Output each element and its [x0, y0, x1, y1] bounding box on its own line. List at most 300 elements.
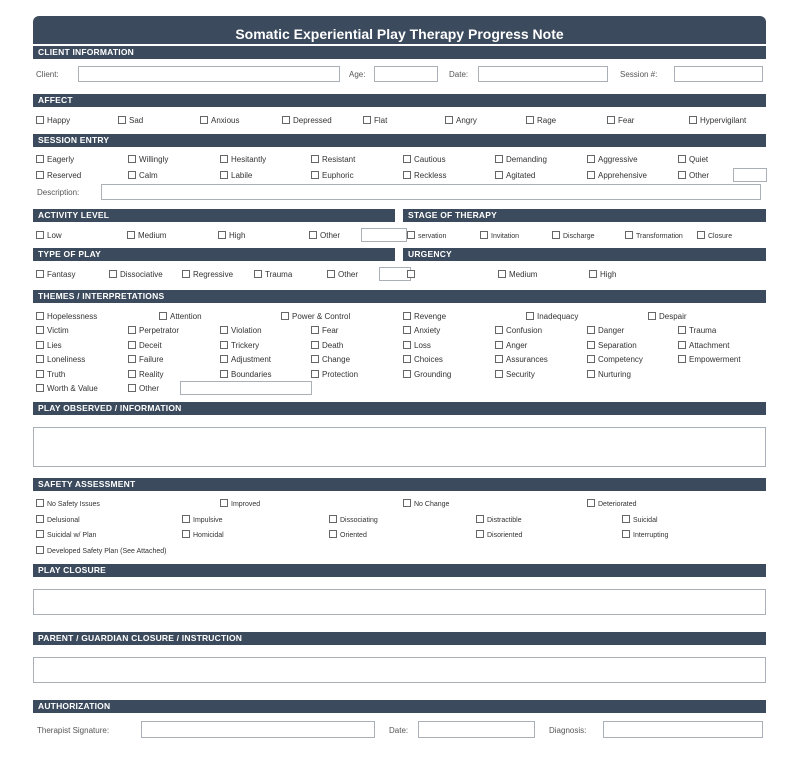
- checkbox-box[interactable]: [589, 270, 597, 278]
- checkbox-homicidal[interactable]: [182, 530, 224, 541]
- checkbox-box[interactable]: [622, 530, 630, 538]
- checkbox-empowerment[interactable]: [678, 355, 741, 365]
- checkbox-servation[interactable]: [407, 231, 446, 242]
- checkbox-aggressive[interactable]: [587, 155, 638, 165]
- checkbox-flat[interactable]: [363, 116, 387, 126]
- checkbox-grounding[interactable]: [403, 370, 451, 380]
- checkbox-lies[interactable]: [36, 341, 62, 351]
- checkbox-blank[interactable]: [407, 270, 418, 280]
- checkbox-label: Deteriorated: [598, 501, 637, 508]
- checkbox-anxious[interactable]: [200, 116, 239, 126]
- checkbox-label: Perpetrator: [139, 326, 180, 335]
- checkbox-label: Medium: [138, 231, 167, 240]
- checkbox-eagerly[interactable]: [36, 155, 74, 165]
- checkbox-box[interactable]: [327, 270, 335, 278]
- checkbox-box[interactable]: [36, 499, 44, 507]
- checkbox-box[interactable]: [526, 312, 534, 320]
- date-field[interactable]: [478, 66, 608, 82]
- checkbox-low[interactable]: [36, 231, 62, 241]
- checkbox-box[interactable]: [587, 341, 595, 349]
- client-field[interactable]: [78, 66, 340, 82]
- checkbox-box[interactable]: [495, 326, 503, 334]
- checkbox-closure[interactable]: [697, 231, 732, 242]
- checkbox-choices[interactable]: [403, 355, 443, 365]
- checkbox-box[interactable]: [329, 530, 337, 538]
- therapist-signature-field[interactable]: [141, 721, 375, 738]
- checkbox-box[interactable]: [607, 116, 615, 124]
- checkbox-box[interactable]: [587, 171, 595, 179]
- checkbox-label: Victim: [47, 326, 69, 335]
- checkbox-nurturing[interactable]: [587, 370, 631, 380]
- checkbox-box[interactable]: [498, 270, 506, 278]
- checkbox-deceit[interactable]: [128, 341, 162, 351]
- checkbox-revenge[interactable]: [403, 312, 446, 322]
- checkbox-label: Security: [506, 370, 535, 379]
- authorization-date-label: Date:: [389, 726, 409, 735]
- checkbox-distractible[interactable]: [476, 515, 522, 526]
- checkbox-hypervigilant[interactable]: [689, 116, 746, 126]
- checkbox-regressive[interactable]: [182, 270, 233, 280]
- checkbox-label: Death: [322, 341, 344, 350]
- checkbox-calm[interactable]: [128, 171, 158, 181]
- checkbox-box[interactable]: [36, 341, 44, 349]
- checkbox-label: Distractible: [487, 517, 522, 524]
- checkbox-willingly[interactable]: [128, 155, 168, 165]
- client-information-header: CLIENT INFORMATION: [33, 46, 766, 59]
- checkbox-high[interactable]: [218, 231, 245, 241]
- checkbox-oriented[interactable]: [329, 530, 367, 541]
- checkbox-label: Attention: [170, 312, 202, 321]
- checkbox-discharge[interactable]: [552, 231, 595, 242]
- checkbox-suicidal-w-plan[interactable]: [36, 530, 96, 541]
- date-label: Date:: [449, 70, 469, 79]
- checkbox-label: Homicidal: [193, 532, 224, 539]
- checkbox-box[interactable]: [678, 355, 686, 363]
- themes-header: THEMES / INTERPRETATIONS: [33, 290, 766, 303]
- checkbox-despair[interactable]: [648, 312, 687, 322]
- checkbox-box[interactable]: [36, 312, 44, 320]
- checkbox-loneliness[interactable]: [36, 355, 85, 365]
- checkbox-change[interactable]: [311, 355, 350, 365]
- checkbox-label: Hopelessness: [47, 312, 98, 321]
- checkbox-box[interactable]: [36, 155, 44, 163]
- checkbox-box[interactable]: [220, 499, 228, 507]
- checkbox-box[interactable]: [329, 515, 337, 523]
- checkbox-label: Grounding: [414, 370, 452, 379]
- checkbox-box[interactable]: [220, 355, 228, 363]
- checkbox-competency[interactable]: [587, 355, 643, 365]
- checkbox-label: Sad: [129, 116, 144, 125]
- checkbox-label: Invitation: [491, 233, 520, 240]
- checkbox-box[interactable]: [403, 370, 411, 378]
- checkbox-label: Reality: [139, 370, 164, 379]
- checkbox-label: Assurances: [506, 355, 548, 364]
- checkbox-security[interactable]: [495, 370, 535, 380]
- checkbox-label: Reserved: [47, 171, 82, 180]
- checkbox-box[interactable]: [159, 312, 167, 320]
- checkbox-label: Anger: [506, 341, 528, 350]
- checkbox-box[interactable]: [476, 515, 484, 523]
- checkbox-box[interactable]: [407, 231, 415, 239]
- checkbox-assurances[interactable]: [495, 355, 548, 365]
- checkbox-protection[interactable]: [311, 370, 358, 380]
- checkbox-box[interactable]: [36, 326, 44, 334]
- checkbox-developed-safety-plan-see-attached[interactable]: [36, 546, 166, 557]
- session-entry-header: SESSION ENTRY: [33, 134, 766, 147]
- checkbox-depressed[interactable]: [282, 116, 332, 126]
- checkbox-label: Eagerly: [47, 155, 75, 164]
- checkbox-box[interactable]: [36, 515, 44, 523]
- checkbox-truth[interactable]: [36, 370, 65, 380]
- checkbox-labile[interactable]: [220, 171, 252, 181]
- checkbox-label: Resistant: [322, 155, 356, 164]
- checkbox-label: Medium: [509, 270, 538, 279]
- checkbox-no-change[interactable]: [403, 499, 449, 510]
- checkbox-box[interactable]: [311, 326, 319, 334]
- checkbox-medium[interactable]: [127, 231, 166, 241]
- checkbox-impulsive[interactable]: [182, 515, 223, 526]
- checkbox-label: Confusion: [506, 326, 543, 335]
- checkbox-resistant[interactable]: [311, 155, 355, 165]
- checkbox-box[interactable]: [311, 370, 319, 378]
- checkbox-label: Fear: [618, 116, 635, 125]
- checkbox-box[interactable]: [403, 341, 411, 349]
- checkbox-label: Suicidal: [633, 517, 658, 524]
- checkbox-label: Fantasy: [47, 270, 76, 279]
- checkbox-label: Anxiety: [414, 326, 441, 335]
- checkbox-box[interactable]: [311, 171, 319, 179]
- checkbox-box[interactable]: [311, 155, 319, 163]
- checkbox-label: Violation: [231, 326, 262, 335]
- checkbox-label: Developed Safety Plan (See Attached): [47, 548, 167, 555]
- checkbox-box[interactable]: [36, 546, 44, 554]
- type-of-play-header: TYPE OF PLAY: [33, 248, 395, 261]
- checkbox-label: Improved: [231, 501, 261, 508]
- checkbox-label: Angry: [456, 116, 477, 125]
- themes-other-field[interactable]: [180, 381, 312, 395]
- checkbox-label: Separation: [598, 341, 637, 350]
- checkbox-other[interactable]: [128, 384, 159, 394]
- checkbox-box[interactable]: [495, 370, 503, 378]
- checkbox-box[interactable]: [587, 370, 595, 378]
- checkbox-label: Flat: [374, 116, 388, 125]
- activity-level-header: ACTIVITY LEVEL: [33, 209, 395, 222]
- stage-of-therapy-header: STAGE OF THERAPY: [403, 209, 766, 222]
- activity-other-field[interactable]: [361, 228, 407, 242]
- checkbox-box[interactable]: [220, 171, 228, 179]
- checkbox-label: Deceit: [139, 341, 162, 350]
- checkbox-happy[interactable]: [36, 116, 70, 126]
- checkbox-label: Dissociative: [120, 270, 163, 279]
- checkbox-label: Other: [320, 231, 341, 240]
- checkbox-label: Other: [139, 384, 160, 393]
- checkbox-inadequacy[interactable]: [526, 312, 578, 322]
- checkbox-loss[interactable]: [403, 341, 431, 351]
- checkbox-box[interactable]: [697, 231, 705, 239]
- authorization-date-field[interactable]: [418, 721, 535, 738]
- checkbox-label: Happy: [47, 116, 71, 125]
- play-observed-header: PLAY OBSERVED / INFORMATION: [33, 402, 766, 415]
- checkbox-box[interactable]: [182, 515, 190, 523]
- checkbox-suicidal[interactable]: [622, 515, 658, 526]
- checkbox-box[interactable]: [526, 116, 534, 124]
- checkbox-box[interactable]: [220, 155, 228, 163]
- safety-assessment-header: SAFETY ASSESSMENT: [33, 478, 766, 491]
- checkbox-label: Discharge: [563, 233, 595, 240]
- checkbox-box[interactable]: [587, 326, 595, 334]
- checkbox-box[interactable]: [281, 312, 289, 320]
- checkbox-transformation[interactable]: [625, 231, 683, 242]
- description-field[interactable]: [101, 184, 761, 200]
- checkbox-other[interactable]: [327, 270, 358, 280]
- therapist-signature-label: Therapist Signature:: [37, 726, 110, 735]
- checkbox-victim[interactable]: [36, 326, 69, 336]
- checkbox-box[interactable]: [678, 155, 686, 163]
- checkbox-rage[interactable]: [526, 116, 556, 126]
- checkbox-box[interactable]: [311, 355, 319, 363]
- checkbox-box[interactable]: [587, 155, 595, 163]
- checkbox-box[interactable]: [678, 326, 686, 334]
- checkbox-box[interactable]: [118, 116, 126, 124]
- checkbox-worth-and-value[interactable]: [36, 384, 98, 394]
- checkbox-box[interactable]: [311, 341, 319, 349]
- checkbox-label: Cautious: [414, 155, 446, 164]
- checkbox-label: Suicidal w/ Plan: [47, 532, 97, 539]
- checkbox-angry[interactable]: [445, 116, 477, 126]
- checkbox-box[interactable]: [309, 231, 317, 239]
- checkbox-other[interactable]: [309, 231, 340, 241]
- checkbox-box[interactable]: [403, 171, 411, 179]
- checkbox-delusional[interactable]: [36, 515, 80, 526]
- authorization-header: AUTHORIZATION: [33, 700, 766, 713]
- checkbox-label: Trauma: [689, 326, 717, 335]
- checkbox-deteriorated[interactable]: [587, 499, 637, 510]
- checkbox-power-and-control[interactable]: [281, 312, 350, 322]
- checkbox-box[interactable]: [587, 499, 595, 507]
- checkbox-label: Aggressive: [598, 155, 638, 164]
- checkbox-box[interactable]: [220, 341, 228, 349]
- checkbox-box[interactable]: [36, 370, 44, 378]
- checkbox-box[interactable]: [36, 355, 44, 363]
- checkbox-reckless[interactable]: [403, 171, 446, 181]
- checkbox-label: Other: [338, 270, 359, 279]
- checkbox-label: Anxious: [211, 116, 240, 125]
- checkbox-label: No Change: [414, 501, 450, 508]
- checkbox-box[interactable]: [218, 231, 226, 239]
- checkbox-dissociative[interactable]: [109, 270, 163, 280]
- checkbox-label: Nurturing: [598, 370, 631, 379]
- checkbox-perpetrator[interactable]: [128, 326, 179, 336]
- checkbox-box[interactable]: [587, 355, 595, 363]
- checkbox-box[interactable]: [127, 231, 135, 239]
- checkbox-box[interactable]: [678, 341, 686, 349]
- checkbox-label: Inadequacy: [537, 312, 579, 321]
- checkbox-box[interactable]: [220, 370, 228, 378]
- checkbox-agitated[interactable]: [495, 171, 535, 181]
- parent-closure-header: PARENT / GUARDIAN CLOSURE / INSTRUCTION: [33, 632, 766, 645]
- play-closure-header: PLAY CLOSURE: [33, 564, 766, 577]
- checkbox-attention[interactable]: [159, 312, 202, 322]
- checkbox-label: Oriented: [340, 532, 367, 539]
- checkbox-label: Hypervigilant: [700, 116, 747, 125]
- checkbox-label: Choices: [414, 355, 443, 364]
- checkbox-label: Loneliness: [47, 355, 86, 364]
- checkbox-box[interactable]: [36, 116, 44, 124]
- checkbox-label: Trickery: [231, 341, 260, 350]
- checkbox-medium[interactable]: [498, 270, 537, 280]
- checkbox-dissociating[interactable]: [329, 515, 378, 526]
- checkbox-box[interactable]: [622, 515, 630, 523]
- checkbox-death[interactable]: [311, 341, 343, 351]
- checkbox-label: Adjustment: [231, 355, 272, 364]
- checkbox-label: Boundaries: [231, 370, 272, 379]
- checkbox-box[interactable]: [625, 231, 633, 239]
- checkbox-box[interactable]: [128, 384, 136, 392]
- checkbox-box[interactable]: [407, 270, 415, 278]
- checkbox-label: Empowerment: [689, 355, 741, 364]
- checkbox-failure[interactable]: [128, 355, 163, 365]
- play-observed-field[interactable]: [33, 427, 766, 467]
- checkbox-label: Quiet: [689, 155, 709, 164]
- checkbox-label: Danger: [598, 326, 625, 335]
- checkbox-improved[interactable]: [220, 499, 260, 510]
- checkbox-label: Competency: [598, 355, 643, 364]
- checkbox-other[interactable]: [678, 171, 709, 181]
- checkbox-trauma[interactable]: [678, 326, 716, 336]
- checkbox-box[interactable]: [109, 270, 117, 278]
- checkbox-box[interactable]: [128, 155, 136, 163]
- session-number-field[interactable]: [674, 66, 763, 82]
- checkbox-label: Despair: [659, 312, 687, 321]
- checkbox-hopelessness[interactable]: [36, 312, 97, 322]
- checkbox-no-safety-issues[interactable]: [36, 499, 100, 510]
- checkbox-label: Hesitantly: [231, 155, 267, 164]
- checkbox-box[interactable]: [495, 155, 503, 163]
- checkbox-disoriented[interactable]: [476, 530, 522, 541]
- checkbox-box[interactable]: [552, 231, 560, 239]
- parent-closure-field[interactable]: [33, 657, 766, 683]
- checkbox-attachment[interactable]: [678, 341, 729, 351]
- checkbox-fantasy[interactable]: [36, 270, 75, 280]
- checkbox-box[interactable]: [403, 326, 411, 334]
- checkbox-label: Worth & Value: [47, 384, 98, 393]
- checkbox-violation[interactable]: [220, 326, 262, 336]
- checkbox-box[interactable]: [445, 116, 453, 124]
- urgency-header: URGENCY: [403, 248, 766, 261]
- checkbox-box[interactable]: [480, 231, 488, 239]
- checkbox-sad[interactable]: [118, 116, 143, 126]
- age-field[interactable]: [374, 66, 438, 82]
- checkbox-label: Closure: [708, 233, 733, 240]
- checkbox-box[interactable]: [36, 270, 44, 278]
- checkbox-label: High: [229, 231, 246, 240]
- checkbox-fear[interactable]: [311, 326, 338, 336]
- checkbox-high[interactable]: [589, 270, 616, 280]
- checkbox-box[interactable]: [476, 530, 484, 538]
- checkbox-box[interactable]: [678, 171, 686, 179]
- checkbox-label: Lies: [47, 341, 62, 350]
- form-title: Somatic Experiential Play Therapy Progress Note: [33, 16, 766, 44]
- checkbox-fear[interactable]: [607, 116, 634, 126]
- play-closure-field[interactable]: [33, 589, 766, 615]
- checkbox-label: Calm: [139, 171, 158, 180]
- checkbox-box[interactable]: [182, 270, 190, 278]
- checkbox-trickery[interactable]: [220, 341, 259, 351]
- checkbox-adjustment[interactable]: [220, 355, 271, 365]
- checkbox-box[interactable]: [363, 116, 371, 124]
- checkbox-box[interactable]: [182, 530, 190, 538]
- checkbox-hesitantly[interactable]: [220, 155, 266, 165]
- checkbox-box[interactable]: [220, 326, 228, 334]
- checkbox-label: Revenge: [414, 312, 447, 321]
- checkbox-box[interactable]: [254, 270, 262, 278]
- checkbox-invitation[interactable]: [480, 231, 519, 242]
- checkbox-box[interactable]: [128, 355, 136, 363]
- checkbox-box[interactable]: [495, 171, 503, 179]
- checkbox-box[interactable]: [689, 116, 697, 124]
- checkbox-box[interactable]: [128, 171, 136, 179]
- checkbox-anxiety[interactable]: [403, 326, 440, 336]
- checkbox-quiet[interactable]: [678, 155, 708, 165]
- checkbox-box[interactable]: [128, 326, 136, 334]
- checkbox-label: Rage: [537, 116, 557, 125]
- checkbox-box[interactable]: [128, 370, 136, 378]
- checkbox-box[interactable]: [36, 171, 44, 179]
- checkbox-box[interactable]: [403, 155, 411, 163]
- checkbox-label: Willingly: [139, 155, 169, 164]
- checkbox-demanding[interactable]: [495, 155, 547, 165]
- checkbox-label: Transformation: [636, 233, 683, 240]
- checkbox-label: Euphoric: [322, 171, 354, 180]
- checkbox-box[interactable]: [36, 384, 44, 392]
- checkbox-label: Truth: [47, 370, 66, 379]
- checkbox-interrupting[interactable]: [622, 530, 668, 541]
- checkbox-box[interactable]: [282, 116, 290, 124]
- checkbox-box[interactable]: [36, 530, 44, 538]
- diagnosis-field[interactable]: [603, 721, 763, 738]
- checkbox-label: Interrupting: [633, 532, 669, 539]
- checkbox-label: Trauma: [265, 270, 293, 279]
- checkbox-box[interactable]: [200, 116, 208, 124]
- checkbox-box[interactable]: [495, 355, 503, 363]
- checkbox-label: servation: [418, 233, 447, 240]
- checkbox-euphoric[interactable]: [311, 171, 354, 181]
- checkbox-box[interactable]: [403, 312, 411, 320]
- checkbox-cautious[interactable]: [403, 155, 446, 165]
- checkbox-label: Power & Control: [292, 312, 351, 321]
- checkbox-apprehensive[interactable]: [587, 171, 647, 181]
- checkbox-reserved[interactable]: [36, 171, 81, 181]
- checkbox-box[interactable]: [403, 355, 411, 363]
- checkbox-label: Fear: [322, 326, 339, 335]
- checkbox-label: Attachment: [689, 341, 730, 350]
- checkbox-separation[interactable]: [587, 341, 637, 351]
- checkbox-box[interactable]: [403, 499, 411, 507]
- checkbox-trauma[interactable]: [254, 270, 292, 280]
- checkbox-boundaries[interactable]: [220, 370, 271, 380]
- checkbox-confusion[interactable]: [495, 326, 542, 336]
- checkbox-label: Failure: [139, 355, 164, 364]
- checkbox-box[interactable]: [36, 231, 44, 239]
- checkbox-box[interactable]: [128, 341, 136, 349]
- checkbox-anger[interactable]: [495, 341, 527, 351]
- checkbox-reality[interactable]: [128, 370, 163, 380]
- session-entry-other-field[interactable]: [733, 168, 767, 182]
- checkbox-label: Disoriented: [487, 532, 523, 539]
- checkbox-box[interactable]: [495, 341, 503, 349]
- checkbox-danger[interactable]: [587, 326, 624, 336]
- checkbox-box[interactable]: [648, 312, 656, 320]
